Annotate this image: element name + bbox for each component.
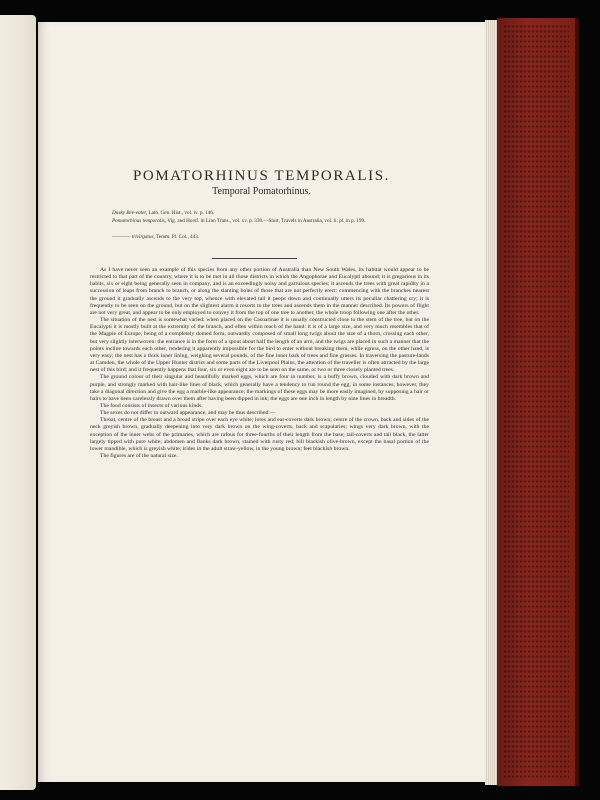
body-text (90, 267, 429, 460)
paragraph-description: Throat, centre of the breast and a broad stripe over each eye white; lores and ear-coverts dark brown; centre of the crown, back and sides of the neck greyish brown, gradually deepening into very dark brown on the wing-coverts, back and scapularies; wings very dark brown, with the exception of the inner webs of the primaries, which are rufous for three-fourths of their length from the base; tail-coverts and tail black, the latter largely tipped with pure white; abdomen and flanks dark brown, stained with rusty red; bill blackish olive-brown, except the basal portion of the lower mandible, which is greyish white; irides in the adult straw-yellow, in the young brown; feet blackish brown. (90, 417, 429, 452)
paragraph-food: The food consists of insects of various kinds. (100, 402, 203, 409)
paragraph-figures: The figures are of the natural size. (100, 453, 178, 460)
synonym-ref: Lath. Gen. Hist., vol. iv. p. 146. (148, 210, 215, 216)
paragraph-habits: As I have never seen an example of this species from any other portion of Australia than New South Wales, its habitat would appear to be restricted to that part of the country, where it is to be met in all those districts in which the Angophorae and Eucalypti abound; it is gregarious in its habits, six or eight being generally seen in company, and is an exceedingly noisy and garrulous species; it ascends the trees with great rapidity in a succession of leaps from branch to branch, or along the slanting boles of those that are not perfectly erect: commencing with the branches nearest the ground it gradually ascends to the very top, whence with elevated tail it peeps down and continually utters its peculiar chattering cry; it is frequently to be seen on the ground, but on the slightest alarm it resorts to the trees and ascends them in the manner described. Its powers of flight are not very great, and appear to be only employed to convey it from the top of one tree to another, the whole troop following one after the other. (90, 267, 429, 316)
paragraph-sexes: The sexes do not differ in outward appearance, and may be thus described:— (100, 410, 276, 417)
synonym-line (112, 234, 452, 242)
synonym-name: ———— trivirgatus, (112, 234, 155, 240)
synonym-ref: Vig. and Horsf. in Linn Trans., vol. xv. p. 330.—Sturt, Travels in Australia, vol. ii. pl. in p. 199. (167, 218, 366, 224)
page-subtitle: Temporal Pomatorhinus. (212, 186, 311, 197)
synonym-name: Dusky Bee-eater, (112, 210, 148, 216)
synonym-ref: Temm. Pl. Col., 443. (155, 234, 200, 240)
book-binding (497, 18, 575, 786)
paragraph-nest: The situation of the nest is somewhat varied; when placed on the Casuarinae it is usually constructed close to the stem of the tree, but on the Eucalypti it is mostly built at the extremity of the branch, and often within reach of the hand: it is of a large size, and very much resembles that of the Magpie of Europe, being of a completely domed form, outwardly composed of small long twigs about the size of a thorn, crossing each other, but very slightly interwoven: the entrance is in the form of a spout about half the length of an arm, and the twigs are placed in such a manner that the points incline towards each other, rendering it apparently impossible for the bird to enter without breaking them, while egress, on the other hand, is very easy; the nest has a thick inner lining, weighing several pounds, of the fine inner bark of trees and fine grasses. In traversing the pasture-lands at Camden, the whole of the Upper Hunter district and some parts of the Liverpool Plains, the attention of the traveller is often attracted by the large nest of this bird; and it frequently happens that four, six or even eight are to be seen on the same, or two or three closely planted trees. (90, 317, 429, 374)
page-title: POMATORHINUS TEMPORALIS. (132, 168, 391, 184)
paragraph-eggs: The ground colour of their singular and beautifully marked eggs, which are four in number, is a buffy brown, clouded with dark brown and purple, and strongly marked with hair-like lines of black, which generally have a tendency to run round the egg; in some instances, however, they take a diagonal direction and give the egg a marble-like appearance; the markings of these eggs may be more easily imagined, by supposing a hair or hairs to have been carelessly drawn over them after having been dipped in ink; the eggs are one inch in length by nine lines in breadth. (90, 374, 429, 402)
left-page-edge (0, 15, 36, 790)
binding-edge (575, 18, 579, 786)
synonym-name: Pomatorhinus temporalis, (112, 218, 167, 224)
divider-rule (212, 258, 297, 259)
synonym-line (112, 210, 452, 218)
synonym-line (112, 218, 452, 226)
page-stack-edge (485, 20, 497, 785)
